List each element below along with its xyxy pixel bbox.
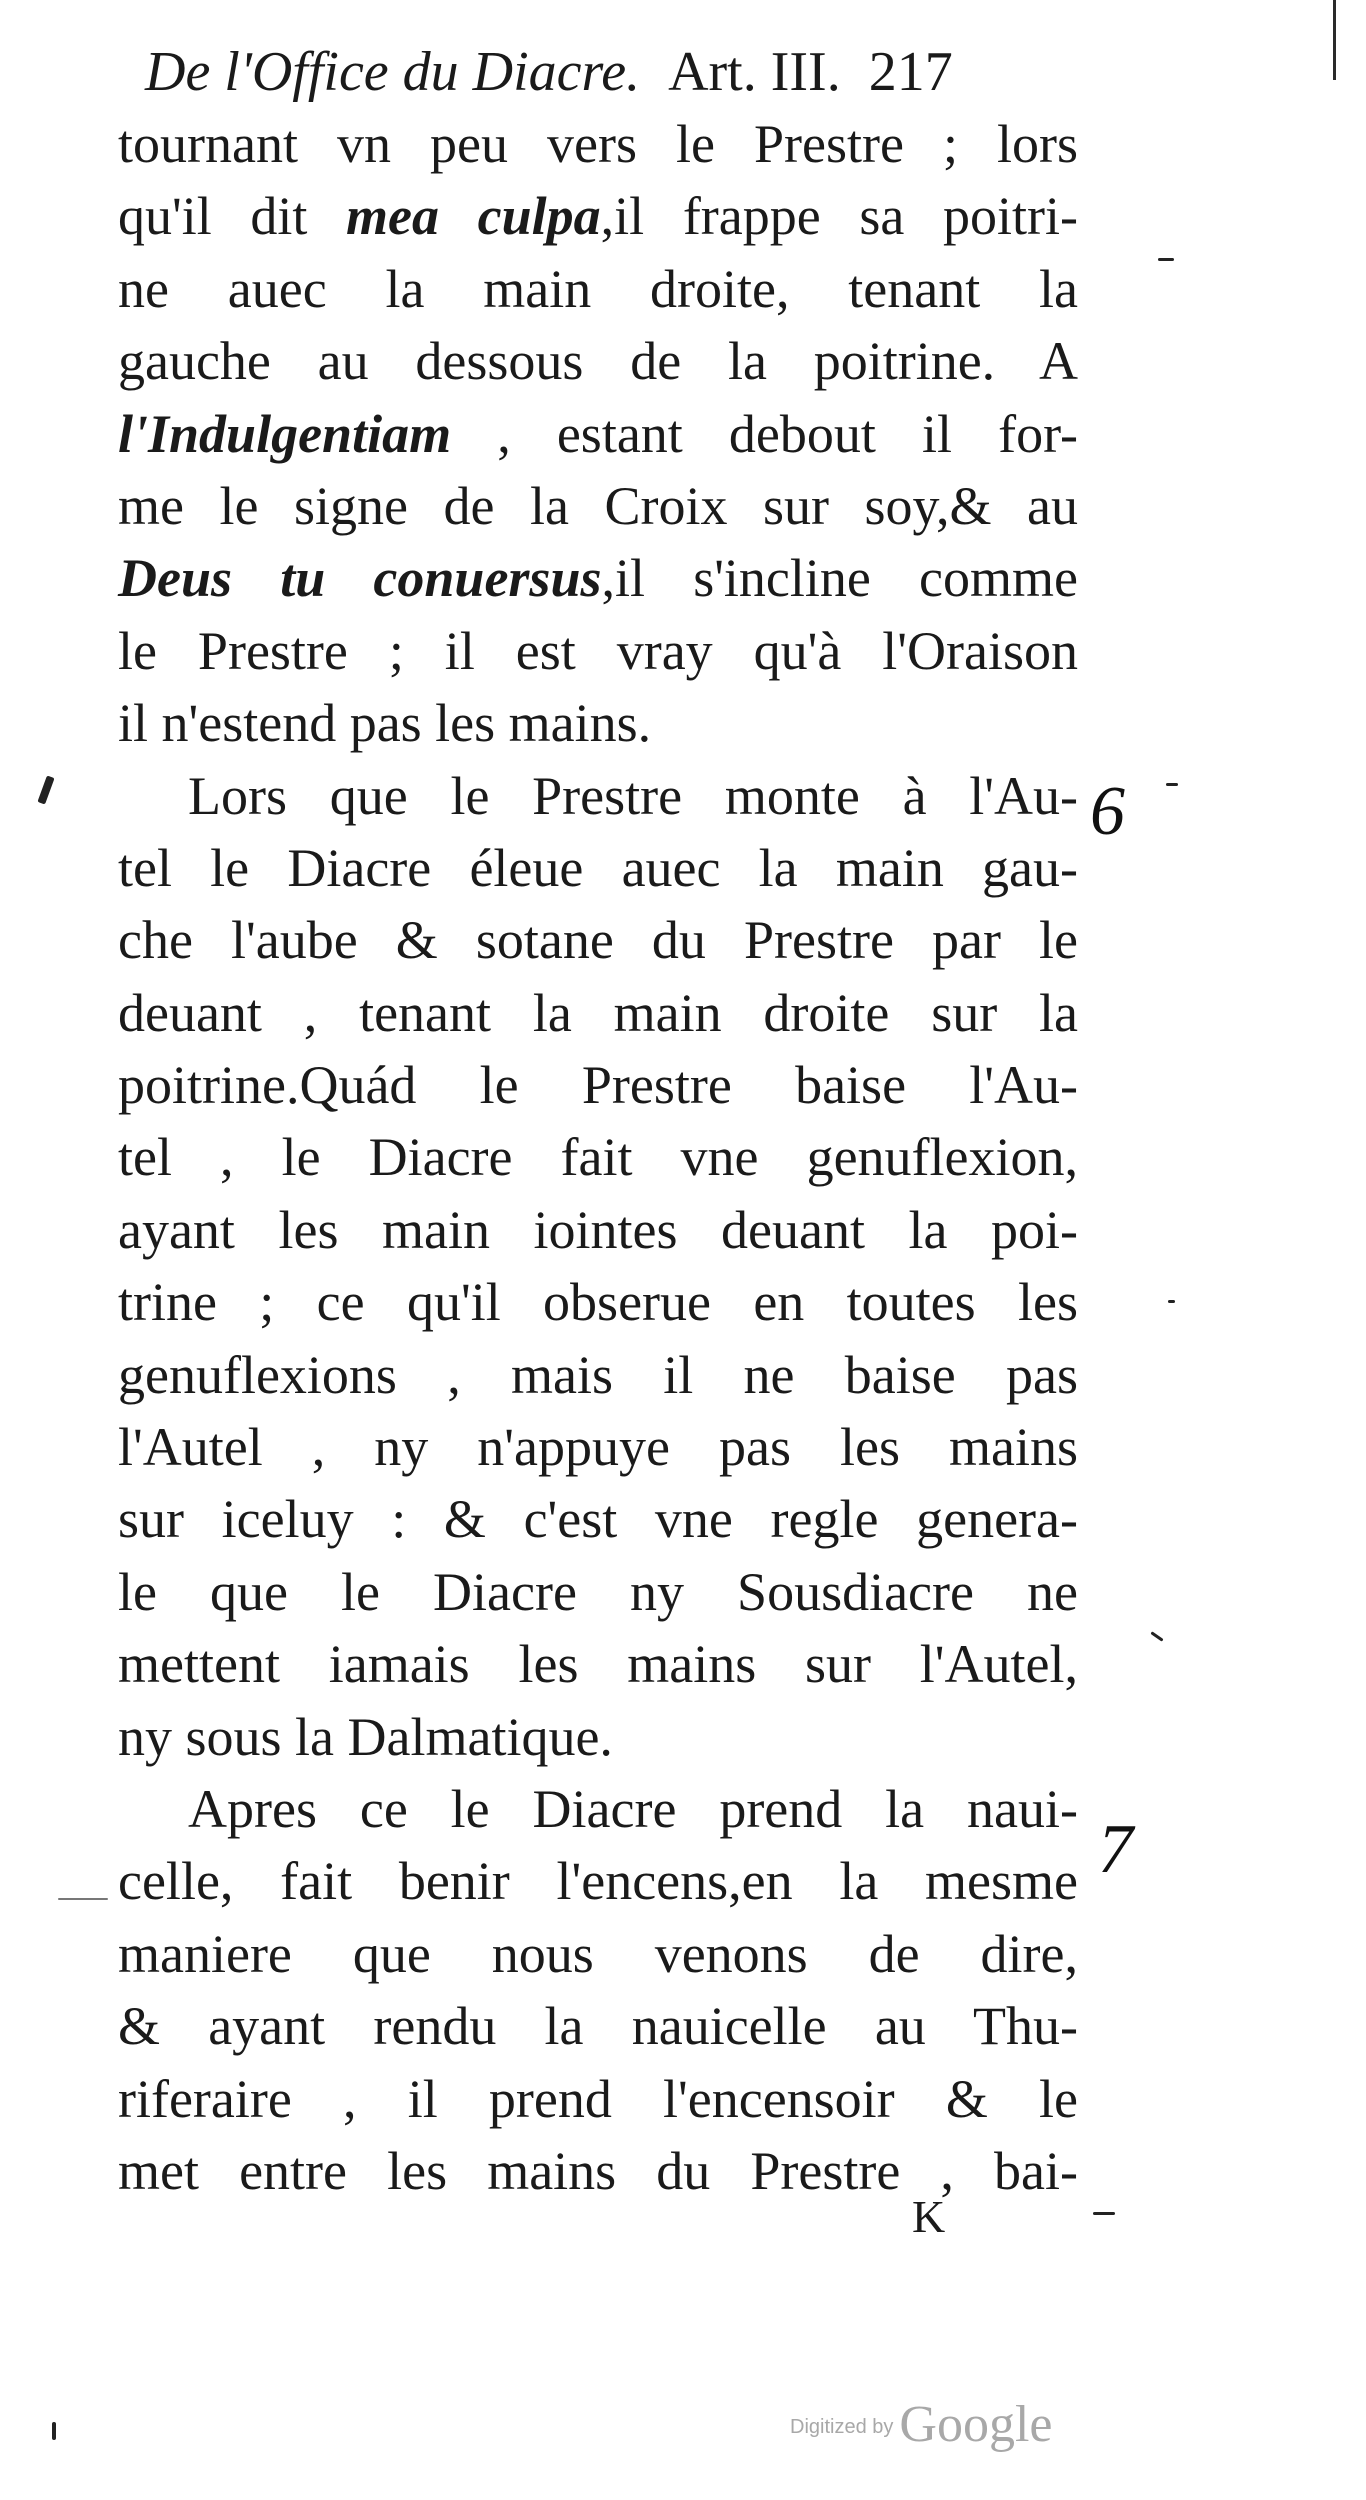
text-line: genuflexions , mais il ne baise pas [118, 1344, 1078, 1405]
text-line: l'Autel , ny n'appuye pas les mains [118, 1417, 1078, 1478]
digitized-watermark [790, 2395, 1052, 2454]
text-line: le que le Diacre ny Sousdiacre ne [118, 1561, 1078, 1622]
running-head [145, 36, 1085, 108]
text-line: sur iceluy : & c'est vne regle genera- [118, 1489, 1078, 1550]
watermark-brand: Google [899, 2396, 1053, 2453]
text-line: mettent iamais les mains sur l'Autel, [118, 1634, 1078, 1695]
text-line: l'Indulgentiam , estant debout il for- [118, 403, 1078, 464]
text-line: & ayant rendu la nauicelle au Thu- [118, 1996, 1078, 2057]
text-line: il n'estend pas les mains. [118, 693, 652, 754]
latin-phrase: Deus tu conuersus [118, 548, 602, 609]
ink-speck [1168, 1300, 1175, 1303]
ink-speck [1158, 258, 1174, 261]
text-line: poitrine.Quád le Prestre baise l'Au- [118, 1055, 1078, 1116]
margin-number-6: 6 [1090, 773, 1125, 850]
ink-speck [37, 775, 54, 804]
text-line: ne auec la main droite, tenant la [118, 258, 1078, 319]
text-line: tel , le Diacre fait vne genuflexion, [118, 1127, 1078, 1188]
paragraph-start-line: Apres ce le Diacre prend la naui- [188, 1778, 1078, 1839]
text-line: met entre les mains du Prestre , bai- [118, 2140, 1078, 2201]
ink-speck [52, 2422, 56, 2440]
text-line: le Prestre ; il est vray qu'à l'Oraison [118, 620, 1078, 681]
ink-speck [58, 1898, 108, 1900]
latin-phrase: l'Indulgentiam [118, 403, 452, 464]
text-line: trine ; ce qu'il obserue en toutes les [118, 1272, 1078, 1333]
running-head-article: Art. III. [668, 41, 841, 103]
text-line: deuant , tenant la main droite sur la [118, 982, 1078, 1043]
text-line: ayant les main iointes deuant la poi- [118, 1199, 1078, 1260]
latin-phrase: mea culpa [346, 186, 601, 247]
ink-speck [1093, 2212, 1115, 2215]
text-line: Deus tu conuersus,il s'incline comme [118, 548, 1079, 609]
ink-speck [1150, 1631, 1163, 1641]
text-line-content: qu'il dit mea culpa,il frappe sa poitri- [118, 186, 1078, 247]
text-line: maniere que nous venons de dire, [118, 1923, 1078, 1984]
watermark-prefix: Digitized by [790, 2416, 894, 2438]
signature-mark: K [912, 2191, 946, 2242]
running-head-title: De l'Office du Diacre. [145, 41, 641, 103]
text-line: celle, fait benir l'encens,en la mesme [118, 1851, 1078, 1912]
page-number: 217 [868, 41, 953, 103]
text-line: che l'aube & sotane du Prestre par le [118, 910, 1078, 971]
page-edge-line [1333, 0, 1336, 80]
text-line: riferaire , il prend l'encensoir & le [118, 2068, 1078, 2129]
text-line: me le signe de la Croix sur soy,& au [118, 475, 1078, 536]
text-line [118, 180, 1078, 252]
text-line: tel le Diacre éleue auec la main gau- [118, 837, 1078, 898]
ink-speck [1166, 783, 1178, 786]
paragraph-start-line: Lors que le Prestre monte à l'Au- [188, 765, 1078, 826]
body-text [118, 108, 1078, 2207]
text-line: tournant vn peu vers le Prestre ; lors [118, 114, 1078, 174]
text-line: ny sous la Dalmatique. [118, 1706, 613, 1767]
margin-number-7: 7 [1098, 1811, 1133, 1888]
text-line: gauche au dessous de la poitrine. A [118, 331, 1078, 392]
